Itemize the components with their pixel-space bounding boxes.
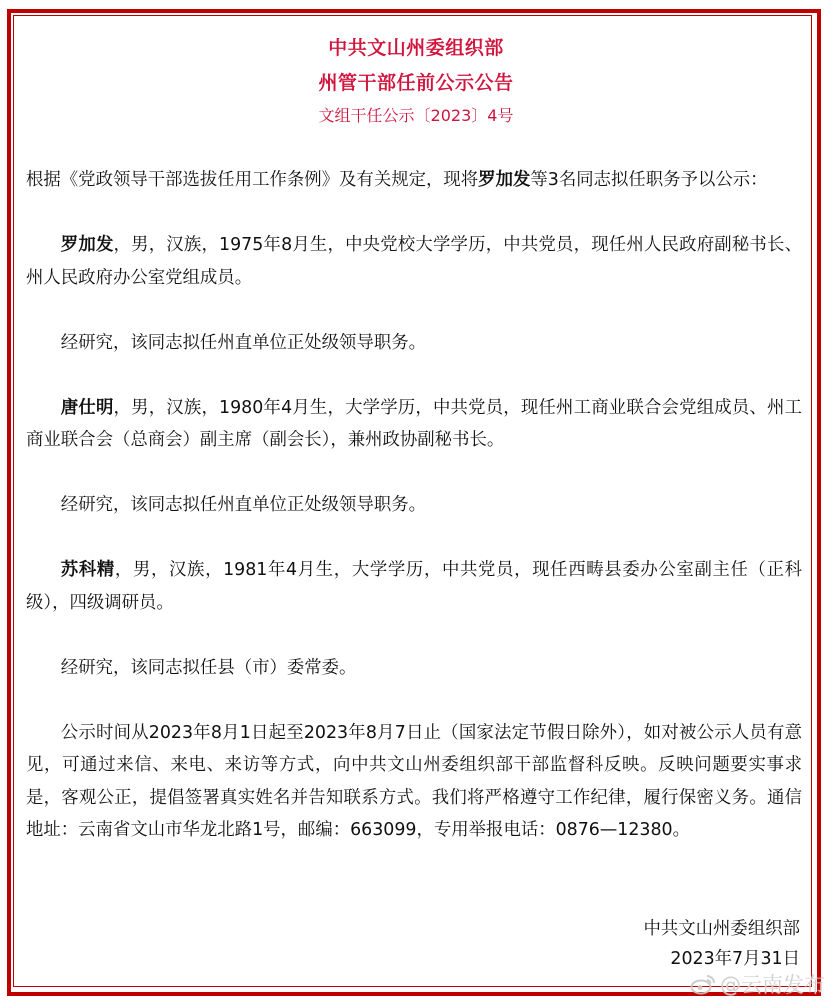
intro-text-after: 等3名同志拟任职务予以公示： <box>530 170 768 190</box>
candidate-profile <box>26 392 802 457</box>
document-body <box>26 164 802 847</box>
signature-date: 2023年7月31日 <box>670 949 800 969</box>
notice-paragraph: 公示时间从2023年8月1日起至2023年8月7日止（国家法定节假日除外），如对被公示人员有意见，可通过来信、来电、来访等方式，向中共文山州委组织部干部监督科反映。反映问题要实事求是，客观公正，提倡签署真实姓名并告知联系方式。我们将严格遵守工作纪律，履行保密义务。通信地址：云南省文山市华龙北路1号，邮编：663099，专用举报电话：0876—12380。 <box>26 722 802 840</box>
candidate-profile <box>26 554 802 619</box>
signature-org: 中共文山州委组织部 <box>643 919 800 939</box>
intro-paragraph <box>26 164 802 197</box>
candidate-proposed-position: 经研究，该同志拟任县（市）委常委。 <box>60 657 357 678</box>
candidate-details: ，男，汉族，1975年8月生，中央党校大学学历，中共党员，现任州人民政府副秘书长、州人民政府办公室党组成员。 <box>26 235 802 288</box>
intro-highlight-name: 罗加发 <box>478 170 531 190</box>
weibo-icon <box>690 973 716 995</box>
candidate-profile <box>26 229 802 294</box>
watermark-text: @云南发布 <box>720 973 825 997</box>
document-number: 文组干任公示〔2023〕4号 <box>318 106 514 125</box>
issuer-title: 中共文山州委组织部 <box>328 37 504 59</box>
intro-text-before: 根据《党政领导干部选拔任用工作条例》及有关规定，现将 <box>26 170 479 190</box>
candidate-details: ，男，汉族，1981年4月生，大学学历，中共党员，现任西畴县委办公室副主任（正科级），四级调研员。 <box>26 560 802 613</box>
candidate-details: ，男，汉族，1980年4月生，大学学历，中共党员，现任州工商业联合会党组成员、州工商业联合会（总商会）副主席（副会长），兼州政协副秘书长。 <box>26 397 802 450</box>
candidate-name: 苏科精 <box>60 560 115 580</box>
signature-block <box>643 914 800 974</box>
candidate-proposed-position: 经研究，该同志拟任州直单位正处级领导职务。 <box>60 495 427 515</box>
announcement-title: 州管干部任前公示公告 <box>318 72 514 94</box>
watermark <box>690 969 825 999</box>
candidate-proposed-position: 经研究，该同志拟任州直单位正处级领导职务。 <box>60 332 427 353</box>
candidate-name: 罗加发 <box>60 235 114 255</box>
candidate-name: 唐仕明 <box>60 397 114 418</box>
